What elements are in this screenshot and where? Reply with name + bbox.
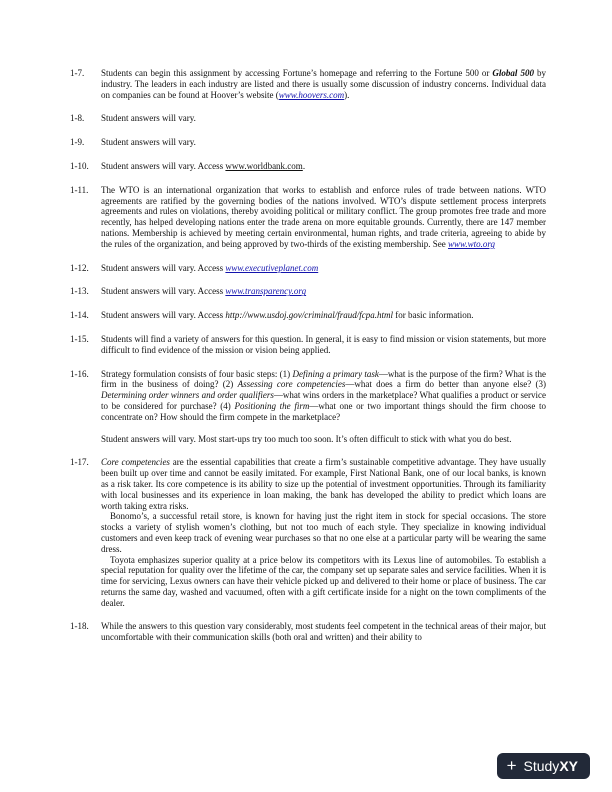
item-number: 1-16. bbox=[70, 368, 89, 379]
text-run: Students can begin this assignment by accessing Fortune’s homepage and referring to the Fortune 500 or bbox=[101, 68, 493, 78]
item-number: 1-11. bbox=[70, 184, 89, 195]
item-body bbox=[101, 185, 546, 250]
item-paragraph bbox=[101, 457, 546, 511]
text-run: —what wins orders in the marketplace? What qualifies a product or service to be considered for purchase? (4) bbox=[101, 390, 546, 411]
text-run: Student answers will vary. Access bbox=[101, 262, 226, 273]
item-number: 1-8. bbox=[70, 113, 85, 124]
answer-item bbox=[70, 263, 546, 274]
item-paragraph bbox=[101, 137, 546, 148]
answer-item bbox=[70, 334, 546, 356]
studyxy-logo bbox=[497, 753, 590, 779]
item-paragraph bbox=[101, 263, 546, 274]
item-number: 1-7. bbox=[70, 68, 85, 78]
hyperlink[interactable]: www.worldbank.com bbox=[225, 160, 303, 171]
hyperlink[interactable]: www.wto.org bbox=[448, 238, 496, 249]
text-run: Student answers will vary. Most start-ups try too much too soon. It’s often difficult to stick with what you do best. bbox=[101, 433, 512, 444]
text-run: are the essential capabilities that create a firm’s sustainable competitive advantage. They have usually been built up over time and cannot be easily imitated. For example, First National Bank, one of our local banks, is known as a risk taker. Its core competence is its ability to size up the potential of investment opportunities. Through its familiarity with local businesses and its experience in loan making, the bank has developed the ability to predict which loans are worth taking extra risks. bbox=[101, 457, 546, 511]
item-paragraph bbox=[101, 434, 546, 445]
text-run: Student answers will vary. Access bbox=[101, 286, 226, 297]
item-body bbox=[101, 286, 546, 297]
item-body bbox=[101, 369, 546, 445]
text-run: Student answers will vary. bbox=[101, 137, 196, 148]
text-run: for basic information. bbox=[393, 310, 474, 321]
text-run: by industry. The leaders in each industry are listed and there is usually some discussion of industry concerns. Individual data on companies can be found at Hoover’s website ( bbox=[101, 68, 546, 100]
item-paragraph bbox=[101, 310, 546, 321]
text-run: Core competencies bbox=[101, 457, 170, 468]
text-run: http://www.usdoj.gov/criminal/fraud/fcpa.html bbox=[225, 310, 393, 321]
answer-item bbox=[70, 113, 546, 124]
answer-item bbox=[70, 369, 546, 445]
text-run: Student answers will vary. bbox=[101, 113, 196, 124]
text-run: —what is the purpose of the firm? What is the firm in the business of doing? (2) bbox=[101, 368, 547, 390]
brand-wordmark bbox=[524, 758, 579, 774]
hyperlink[interactable]: www.executiveplanet.com bbox=[225, 262, 319, 273]
item-body bbox=[101, 113, 546, 124]
item-body bbox=[101, 457, 546, 608]
item-paragraph bbox=[101, 369, 546, 423]
answers-list bbox=[70, 68, 546, 656]
text-run: —what one or two important things should the firm choose to concentrate on? How should the firm compete in the marketplace? bbox=[101, 400, 547, 422]
text-run: ). bbox=[344, 89, 350, 100]
hyperlink[interactable]: www.hoovers.com bbox=[278, 89, 345, 100]
text-run: Determining order winners and order qualifiers bbox=[101, 390, 274, 401]
brand-prefix: Study bbox=[523, 758, 560, 774]
text-run: —what does a firm do better than anyone else? (3) bbox=[345, 379, 547, 390]
item-paragraph bbox=[101, 286, 546, 297]
item-number: 1-9. bbox=[70, 137, 85, 148]
text-run: Defining a primary task bbox=[292, 368, 379, 379]
text-run: Strategy formulation consists of four basic steps: (1) bbox=[101, 368, 293, 379]
item-body bbox=[101, 137, 546, 148]
item-paragraph bbox=[101, 511, 546, 554]
answer-item bbox=[70, 286, 546, 297]
item-number: 1-12. bbox=[70, 262, 89, 273]
text-run: . bbox=[302, 160, 306, 171]
text-run: Students will find a variety of answers for this question. In general, it is easy to find mission or vision statements, but more difficult to find evidence of the mission or vision being applied. bbox=[101, 333, 546, 355]
item-number: 1-17. bbox=[70, 457, 89, 468]
item-number: 1-10. bbox=[70, 160, 89, 171]
answer-item bbox=[70, 185, 546, 250]
item-paragraph bbox=[101, 334, 546, 356]
text-run: Assessing core competencies bbox=[237, 379, 346, 390]
item-number: 1-14. bbox=[70, 310, 89, 321]
item-body bbox=[101, 263, 546, 274]
item-body bbox=[101, 68, 546, 100]
answer-item bbox=[70, 68, 546, 100]
answer-item bbox=[70, 310, 546, 321]
item-body bbox=[101, 334, 546, 356]
text-run: Toyota emphasizes superior quality at a price below its competitors with its Lexus line of automobiles. To establish a special reputation for quality over the lifetime of the car, the company set up separate sales and service facilities. When it is time for servicing, Lexus owners can have their vehicle picked up and delivered to their home or place of business. The car returns the same day, washed and vacuumed, often with a gift certificate inside for a night on the town compliments of the dealer. bbox=[101, 554, 546, 608]
item-number: 1-15. bbox=[70, 333, 89, 344]
item-paragraph bbox=[101, 555, 546, 609]
text-run: Global 500 bbox=[492, 68, 534, 78]
item-paragraph bbox=[101, 68, 546, 100]
item-paragraph bbox=[101, 185, 546, 250]
item-body bbox=[101, 621, 546, 643]
answer-item bbox=[70, 137, 546, 148]
answer-item bbox=[70, 621, 546, 643]
item-paragraph bbox=[101, 621, 546, 643]
item-number: 1-18. bbox=[70, 621, 89, 632]
item-body bbox=[101, 310, 546, 321]
plus-icon: + bbox=[506, 755, 517, 775]
text-run: The WTO is an international organization that works to establish and enforce rules of trade between nations. WTO agreements are ratified by the governing bodies of the nations involved. WTO’s dispute settlement process interprets agreements and rules on violations, thereby avoiding political or military conflict. The group promotes free trade and more recently, has helped developing nations enter the trade arena on more equitable grounds. Currently, there are 147 member nations. Membership is achieved by meeting certain environmental, human rights, and trade criteria, agreeing to abide by the rules of the organization, and being approved by two-thirds of the existing membership. See bbox=[101, 184, 546, 249]
hyperlink[interactable]: www.transparency.org bbox=[225, 286, 307, 297]
text-run: Student answers will vary. Access bbox=[101, 160, 226, 171]
text-run: Student answers will vary. Access bbox=[101, 310, 226, 321]
text-run: Positioning the firm bbox=[234, 400, 310, 411]
item-body bbox=[101, 161, 546, 172]
answer-item bbox=[70, 457, 546, 608]
item-paragraph bbox=[101, 161, 546, 172]
text-run: While the answers to this question vary considerably, most students feel competent in the technical areas of their major, but uncomfortable with their communication skills (both oral and written) and their ability to bbox=[101, 621, 546, 643]
item-paragraph bbox=[101, 113, 546, 124]
text-run: Bonomo’s, a successful retail store, is known for having just the right item in stock for special occasions. The store stocks a variety of stylish women’s clothing, but not too much of each style. They specialize in knowing individual customers and even keep track of evening wear purchases so that no one else at a particular party will be wearing the same dress. bbox=[101, 511, 546, 554]
item-number: 1-13. bbox=[70, 286, 89, 297]
brand-suffix: XY bbox=[559, 758, 578, 774]
answer-item bbox=[70, 161, 546, 172]
